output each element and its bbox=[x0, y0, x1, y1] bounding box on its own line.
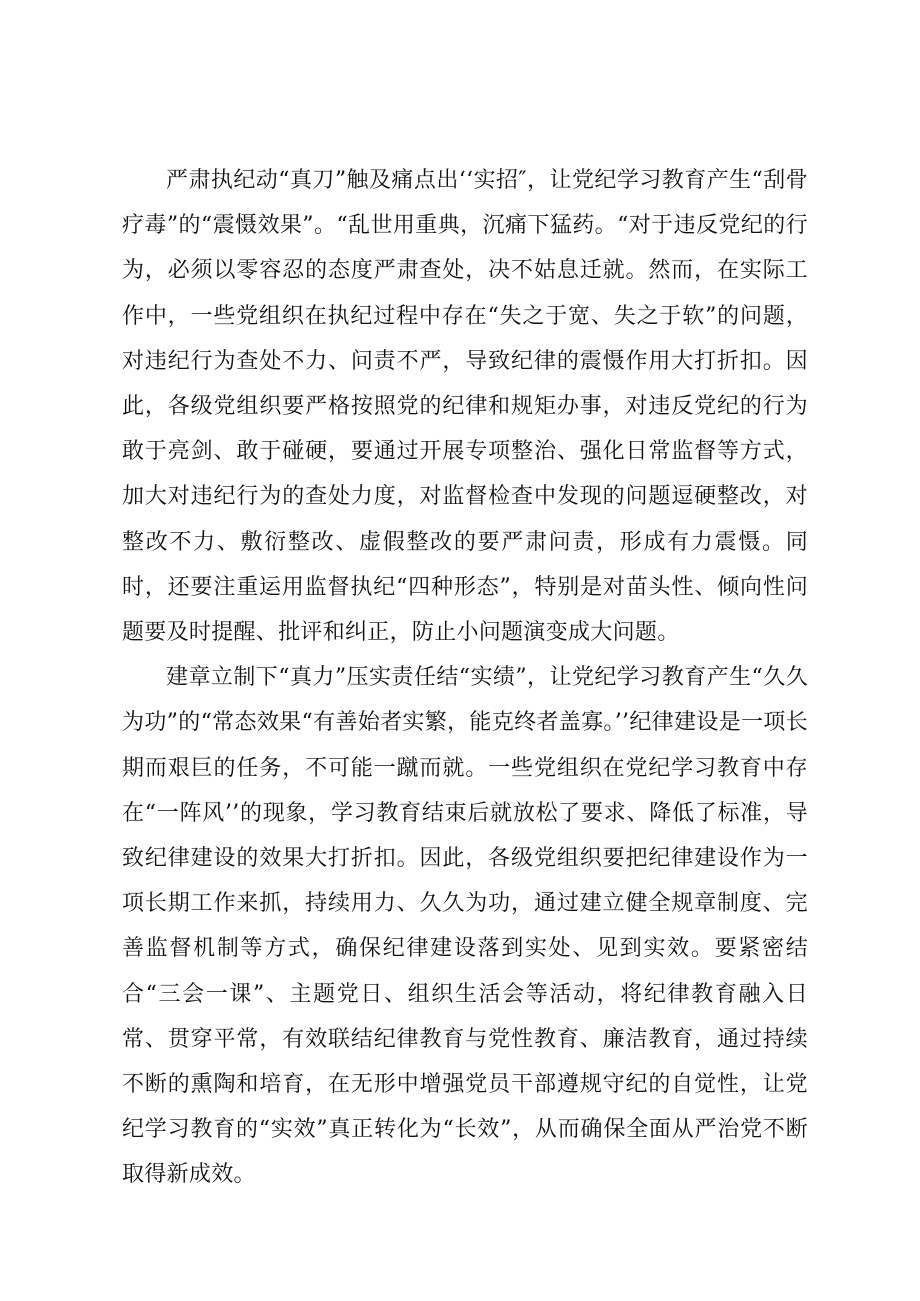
paragraph-1: 严肃执纪动“真刀”触及痛点出‘‘实招″，让党纪学习教育产生“刮骨疗毒”的“震慑效果”。“乱世用重典，沉痛下猛药。“对于违反党纪的行为，必须以零容忍的态度严肃查处，决不姑息迁就。然而，在实际工作中，一些党组织在执纪过程中存在“失之于宽、失之于软”的问题，对违纪行为查处不力、问责不严，导致纪律的震慑作用大打折扣。因此，各级党组织要严格按照党的纪律和规矩办事，对违反党纪的行为敢于亮剑、敢于碰硬，要通过开展专项整治、强化日常监督等方式，加大对违纪行为的查处力度，对监督检查中发现的问题逗硬整改，对整改不力、敷衍整改、虚假整改的要严肃问责，形成有力震慑。同时，还要注重运用监督执纪“四种形态”，特别是对苗头性、倾向性问题要及时提醒、批评和纠正，防止小问题演变成大问题。 bbox=[122, 168, 808, 646]
paragraph-2: 建章立制下“真力”压实责任结“实绩”，让党纪学习教育产生“久久为功”的“常态效果“有善始者实繁，能克终者盖寡。’’纪律建设是一项长期而艰巨的任务，不可能一蹴而就。一些党组织在党纪学习教育中存在“一阵风’’的现象，学习教育结束后就放松了要求、降低了标准，导致纪律建设的效果大打折扣。因此，各级党组织要把纪律建设作为一项长期工作来抓，持续用力、久久为功，通过建立健全规章制度、完善监督机制等方式，确保纪律建设落到实处、见到实效。要紧密结合“三会一课”、主题党日、组织生活会等活动，将纪律教育融入日常、贯穿平常，有效联结纪律教育与党性教育、廉洁教育，通过持续不断的熏陶和培育，在无形中增强党员干部遵规守纪的自觉性，让党纪学习教育的“实效”真正转化为“长效”，从而确保全面从严治党不断取得新成效。 bbox=[122, 665, 808, 1188]
document-body bbox=[122, 158, 808, 1198]
